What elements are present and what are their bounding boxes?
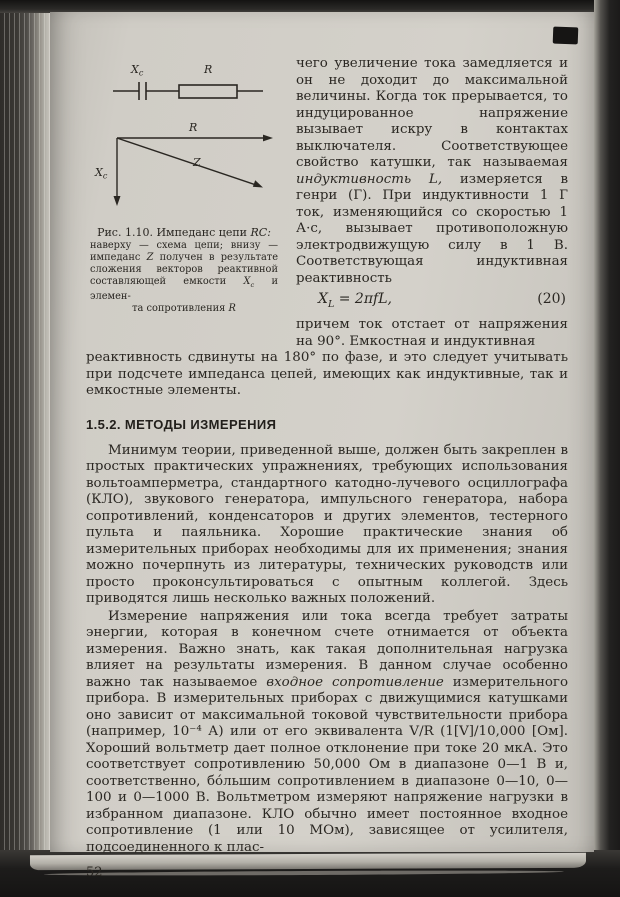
figure-caption-lastline: та сопротивления R	[132, 302, 236, 314]
impedance-vector-diagram	[91, 120, 277, 214]
fullwidth-continuation-paragraph: реактивность сдвинуты на 180° по фазе, и это следует учитывать при подсчете импеданса цепей, имеющих как индуктивные, так и емкостные элементы.	[86, 350, 568, 399]
book-page-edges	[0, 0, 52, 897]
body-paragraph-1: Минимум теории, приведенной выше, должен быть закреплен в простых практических упражнениях, требующих использования вольтоамперметра, стандартного катодно-лучевого осциллографа (КЛО), звукового генератора, импульсного генератора, набора сопротивлений, конденсаторов и других элементов, тестерного пульта и паяльника. Хорошие практические знания об измерительных приборах необходимы для их применения; знания можно почерпнуть из литературы, технических руководств или просто проконсультироваться с опытным коллегой. Здесь приводятся лишь несколько важных положений.	[86, 442, 568, 607]
book-page	[50, 12, 594, 881]
capacitor-label: $X_c$	[131, 63, 144, 78]
figure-1-10	[86, 56, 282, 350]
body-paragraph-2: Измерение напряжения или тока всегда требует затраты энергии, которая в конечном счете отнимается от объекта измерения. Важно знать, как такая дополнительная нагрузка влияет на результаты измерения. В данном случае особенно важно так называемое входное сопротивление измерительного прибора. В измерительных приборах с движущимися катушками оно зависит от максимальной токовой чувствительности прибора (например, 10⁻⁴ А) или от его эквивалента V/R (1[V]/10,000 [Ом]. Хороший вольтметр дает полное отклонение при токе 20 мкА. Это соответствует сопротивлению 50,000 Ом в диапазоне 0—1 В и, соответственно, бо́льшим сопротивлением в диапазоне 0—10, 0—100 и 0—1000 В. Вольтметром измеряют напряжение нагрузки в избранном диапазоне. КЛО обычно имеет постоянное входное сопротивление (1 или 10 МОм), зависящее от усилителя, подсоединенного к плас-	[86, 608, 569, 855]
figure-caption-body: наверху — схема цепи; внизу — импеданс Z получен в результате сложения векторов реактивной составляющей емкости $X_c$ и элемен-	[90, 240, 279, 302]
right-text-column	[296, 56, 568, 350]
paragraph-after-formula: причем ток отстает от напряжения на 90°. Емкостная и индуктивная	[296, 317, 568, 349]
section-heading: 1.5.2. МЕТОДЫ ИЗМЕРЕНИЯ	[86, 416, 277, 432]
page-content	[86, 56, 568, 880]
figure-caption-title: Рис. 1.10. Импеданс цепи RC:	[97, 226, 271, 239]
paragraph-continuation: чего увеличение тока замедляется и он не доходит до максимальной величины. Когда ток прерывается, то индуцированное напряжение вызывает искру в контактах выключателя. Соответствующее свойство катушки, так называемая индуктивность L, измеряется в генри (Г). При индуктивности 1 Г ток, изменяющийся со скоростью 1 А·с, вызывает противоположную электродвижущую силу в 1 В. Соответствующая индуктивная реактивность	[296, 56, 569, 286]
scan-right-shadow	[594, 0, 620, 897]
equation-20	[296, 287, 568, 317]
rc-circuit-diagram	[91, 60, 277, 106]
top-section	[86, 56, 568, 350]
vector-z-label: Z	[193, 156, 201, 169]
vector-r-label: R	[189, 121, 198, 134]
resistor-label: R	[204, 63, 213, 76]
scan-artifact-mark	[553, 27, 579, 45]
equation-number: (20)	[537, 291, 566, 307]
page-number: 52	[86, 865, 103, 881]
formula-xl: $X_L = 2\pi fL$,	[318, 291, 392, 310]
vector-xc-label: $X_c$	[95, 166, 108, 181]
figure-caption	[86, 226, 282, 315]
